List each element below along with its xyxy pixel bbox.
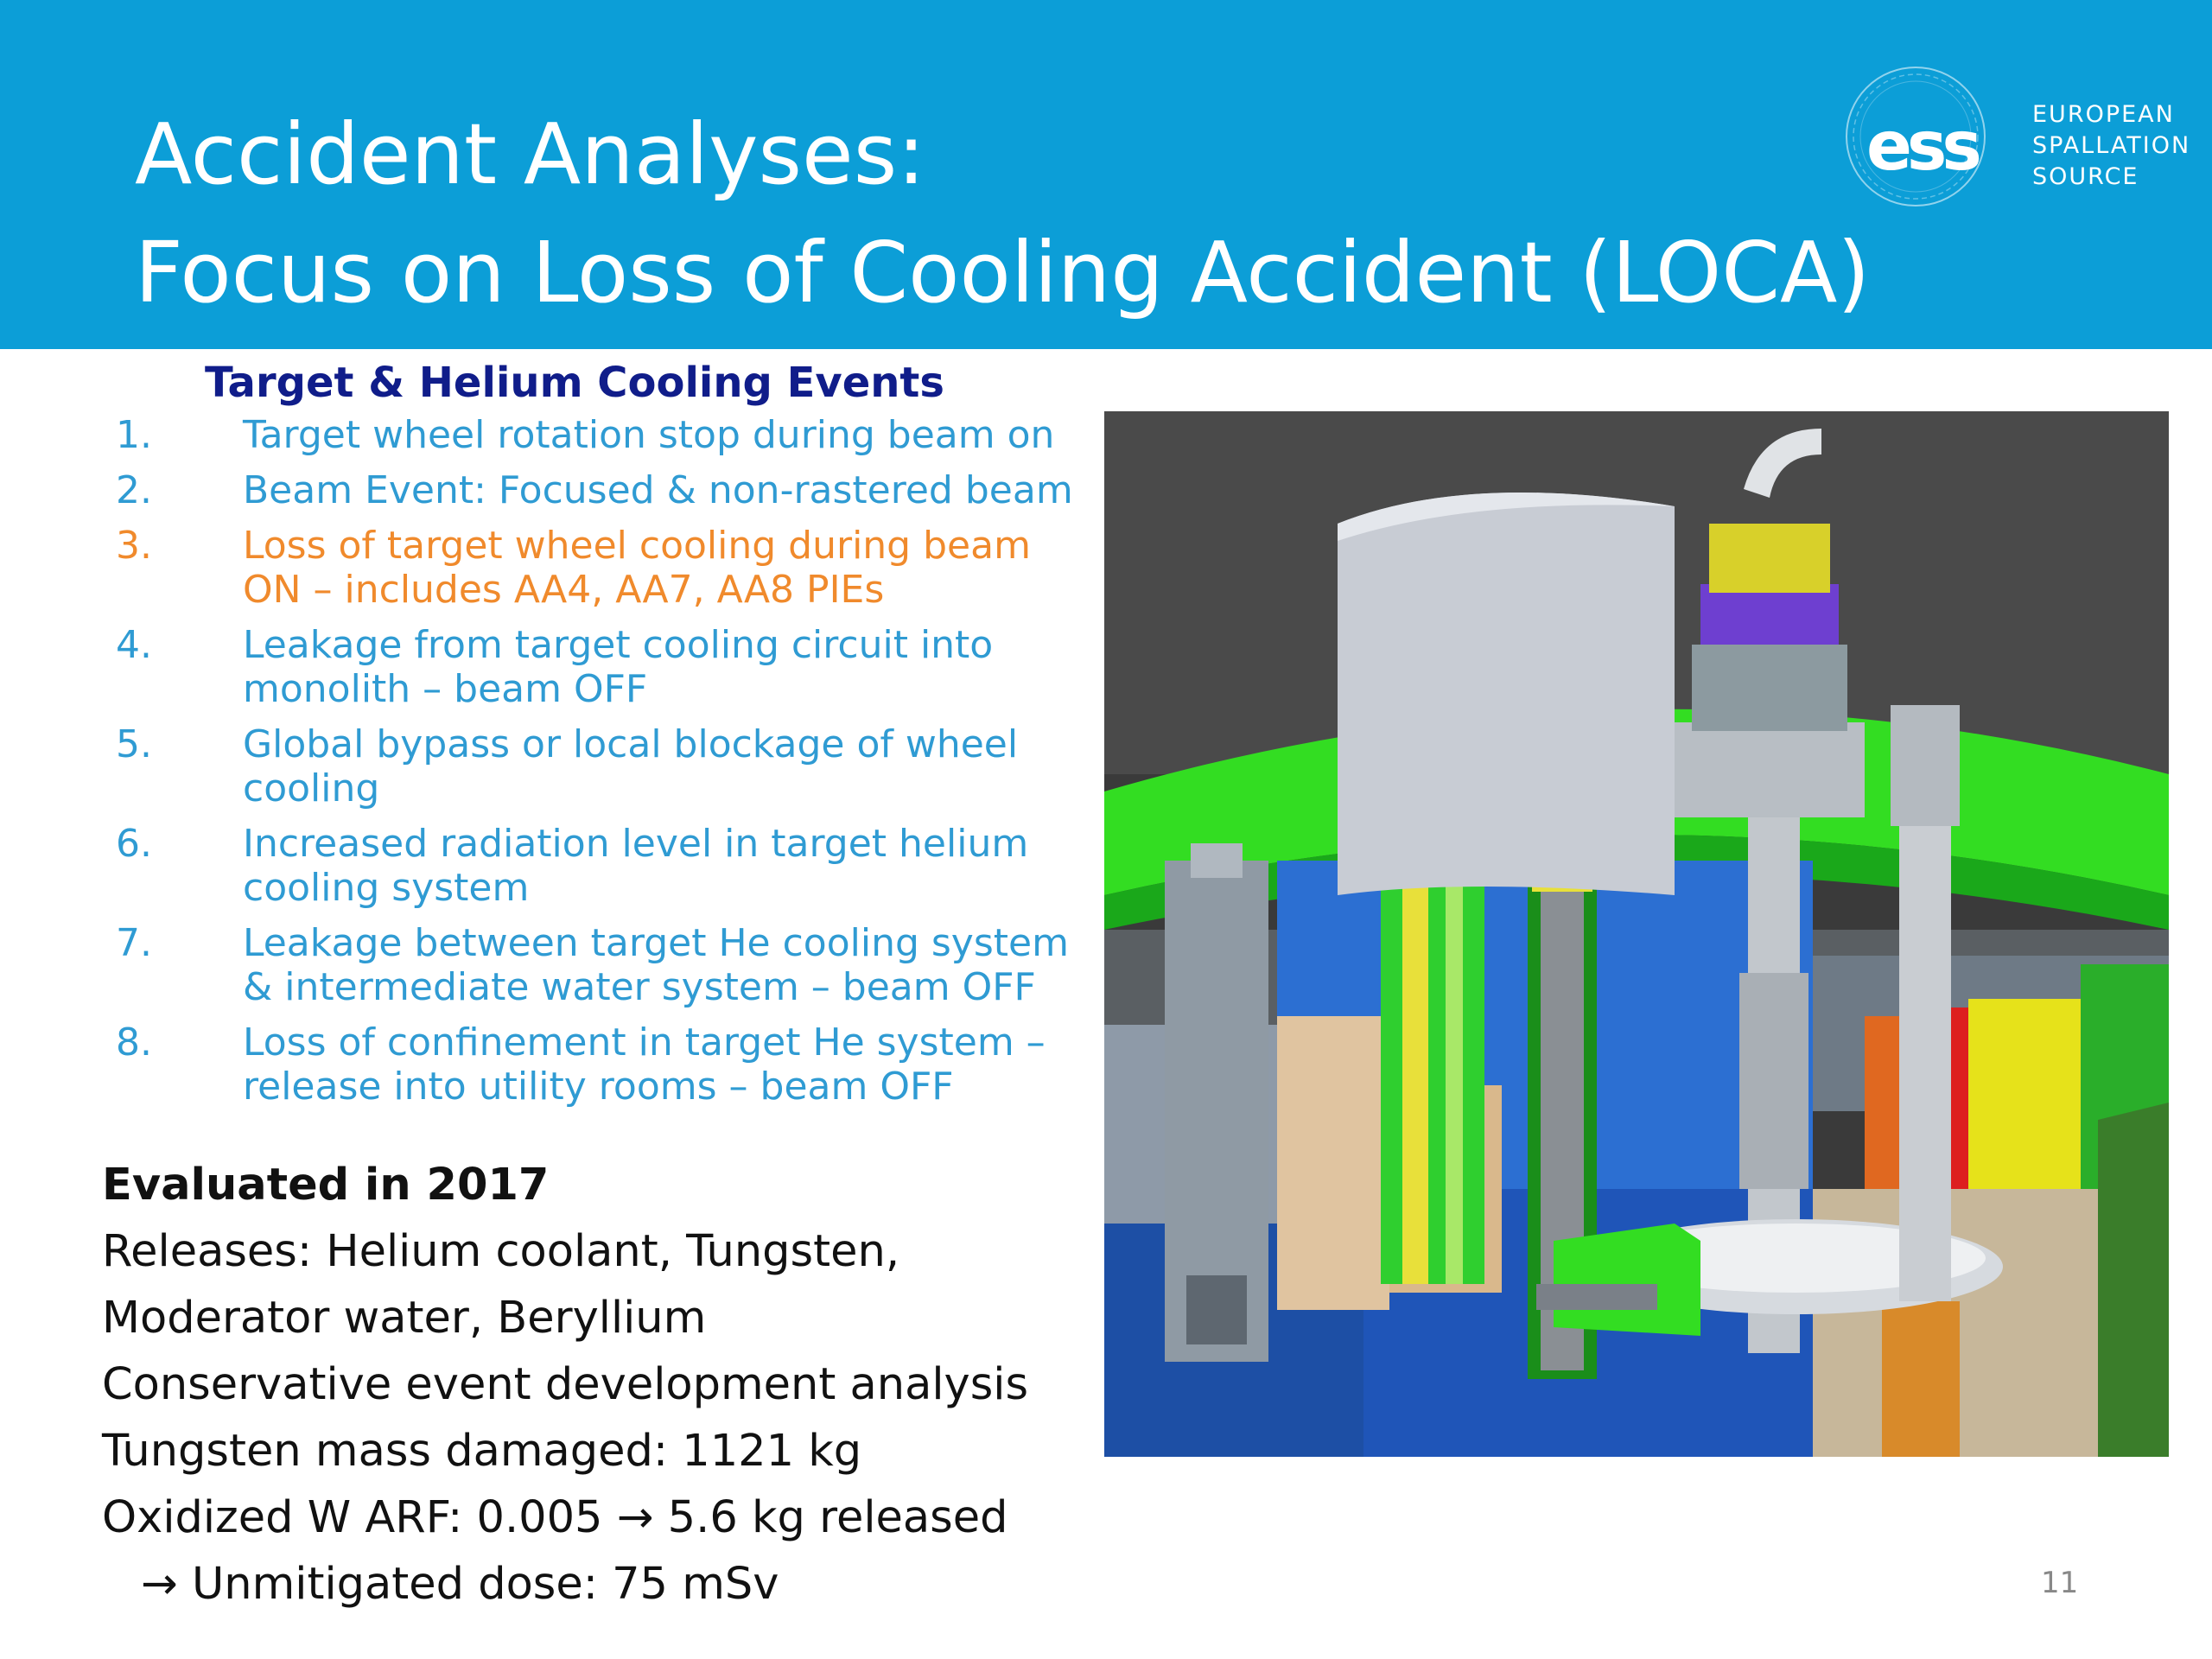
slide-header [0,0,2212,349]
event-number: 5. [116,722,152,766]
event-list [116,413,1075,1120]
event-number: 7. [116,921,152,965]
event-number: 8. [116,1020,152,1065]
logo-text-line-1: EUROPEAN [2032,101,2175,128]
title-line-1: Accident Analyses: [135,105,925,203]
event-number: 1. [116,413,152,457]
summary-line-1: Releases: Helium coolant, Tungsten, [102,1226,900,1277]
event-text: Target wheel rotation stop during beam on [243,413,1055,457]
event-text: Increased radiation level in target helium cooling system [243,822,1029,910]
summary-line-2: Moderator water, Beryllium [102,1293,707,1344]
event-item-2 [116,468,1075,512]
event-text: Leakage between target He cooling system & intermediate water system – beam OFF [243,921,1069,1009]
event-item-3 [116,524,1075,612]
summary-line-4: Tungsten mass damaged: 1121 kg [102,1426,862,1477]
logo-mark: ess [1866,108,1977,186]
target-monolith-cad-figure [1104,411,2169,1457]
event-text: Loss of confinement in target He system – release into utility rooms – beam OFF [243,1020,1046,1109]
logo-text-line-2: SPALLATION [2032,132,2191,159]
title-line-2: Focus on Loss of Cooling Accident (LOCA) [135,224,1871,321]
summary-line-6: → Unmitigated dose: 75 mSv [141,1559,779,1610]
event-text: Loss of target wheel cooling during beam ON – includes AA4, AA7, AA8 PIEs [243,524,1031,612]
event-number: 6. [116,822,152,866]
event-number: 2. [116,468,152,512]
logo-text [2032,99,2190,193]
slide-title [135,95,1870,332]
ess-logo [1832,56,2212,246]
summary-heading: Evaluated in 2017 [102,1160,550,1211]
logo-text-line-3: SOURCE [2032,163,2139,190]
event-item-5 [116,722,1075,810]
event-text: Beam Event: Focused & non-rastered beam [243,468,1073,512]
event-number: 3. [116,524,152,568]
event-number: 4. [116,623,152,667]
page-number: 11 [2041,1566,2079,1600]
event-item-7 [116,921,1075,1009]
summary-block [102,1152,1028,1618]
event-text: Global bypass or local blockage of wheel cooling [243,722,1019,810]
summary-line-3: Conservative event development analysis [102,1359,1029,1410]
events-heading: Target & Helium Cooling Events [205,359,944,407]
event-item-4 [116,623,1075,711]
event-item-1 [116,413,1075,457]
event-item-6 [116,822,1075,910]
summary-line-5: Oxidized W ARF: 0.005 → 5.6 kg released [102,1492,1008,1543]
event-text: Leakage from target cooling circuit into monolith – beam OFF [243,623,994,711]
event-item-8 [116,1020,1075,1109]
